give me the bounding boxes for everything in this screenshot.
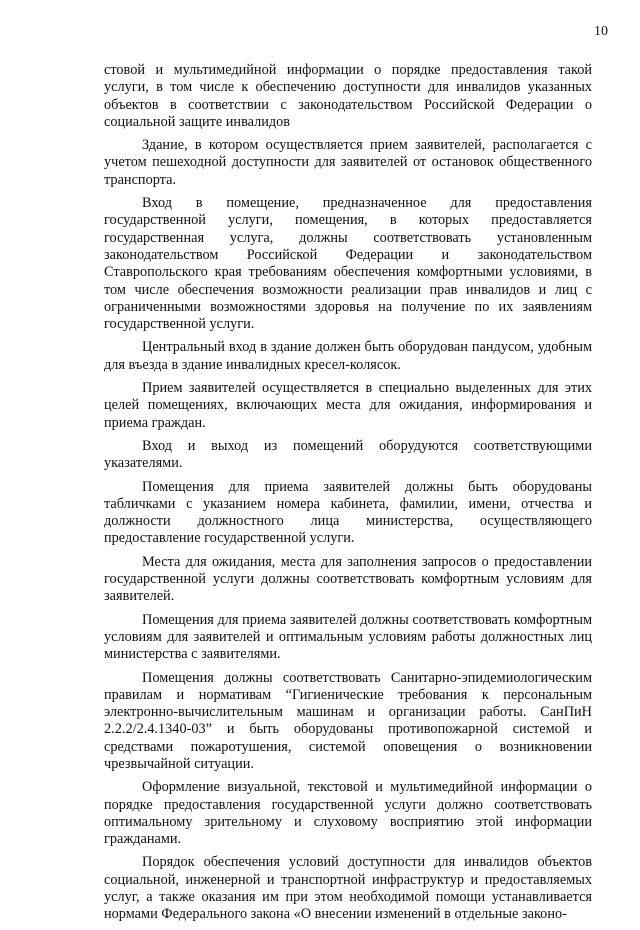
paragraph: Порядок обеспечения условий доступности для инвалидов объектов социальной, инженерной и транспортной инфраструктур и предоставляемых услуг, а также оказания им при этом необходимой помощи устанавливается нормами Федерального закона «О внесении изменений в отдельные законо- (104, 854, 592, 923)
paragraph: Помещения для приема заявителей должны быть оборудованы табличками с указанием номера кабинета, фамилии, имени, отчества и должности должностного лица министерства, осуществляющего предоставление государственной услуги. (104, 478, 592, 547)
paragraph: Помещения для приема заявителей должны соответствовать комфортным условиям для заявителей и оптимальным условиям работы должностных лиц министерства с заявителями. (104, 611, 592, 663)
paragraph: Вход и выход из помещений оборудуются соответствующими указателями. (104, 437, 592, 472)
paragraph: стовой и мультимедийной информации о порядке предоставления такой услуги, в том числе к обеспечению доступности для инвалидов указанных объектов в соответствии с законодательством Российской Федерации о социальной защите инвалидов (104, 62, 592, 130)
page-number: 10 (594, 24, 608, 39)
document-body (104, 62, 592, 930)
paragraph: Оформление визуальной, текстовой и мультимедийной информации о порядке предоставления государственной услуги должно соответствовать оптимальному зрительному и слуховому восприятию этой информации гражданами. (104, 779, 592, 848)
paragraph: Помещения должны соответствовать Санитарно-эпидемиологическим правилам и нормативам “Гигиенические требования к персональным электронно-вычислительным машинам и организации работы. СанПиН 2.2.2/2.4.1340-03” и быть оборудованы противопожарной системой и средствами пожаротушения, системой оповещения о возникновении чрезвычайной ситуации. (104, 669, 592, 772)
paragraph: Вход в помещение, предназначенное для предоставления государственной услуги, помещения, в которых предоставляется государственная услуга, должны соответствовать установленным законодательством Российской Федерации и законодательством Ставропольского края требованиям обеспечения комфортными условиями, в том числе обеспечения возможности реализации прав инвалидов и лиц с ограниченными возможностями здоровья на получение по их заявлениям государственной услуги. (104, 195, 592, 333)
paragraph: Места для ожидания, места для заполнения запросов о предоставлении государственной услуги должны соответствовать комфортным условиям для заявителей. (104, 553, 592, 605)
paragraph: Здание, в котором осуществляется прием заявителей, располагается с учетом пешеходной доступности для заявителей от остановок общественного транспорта. (104, 137, 592, 188)
paragraph: Центральный вход в здание должен быть оборудован пандусом, удобным для въезда в здание инвалидных кресел-колясок. (104, 339, 592, 373)
paragraph: Прием заявителей осуществляется в специально выделенных для этих целей помещениях, включающих места для ожидания, информирования и приема граждан. (104, 380, 592, 431)
